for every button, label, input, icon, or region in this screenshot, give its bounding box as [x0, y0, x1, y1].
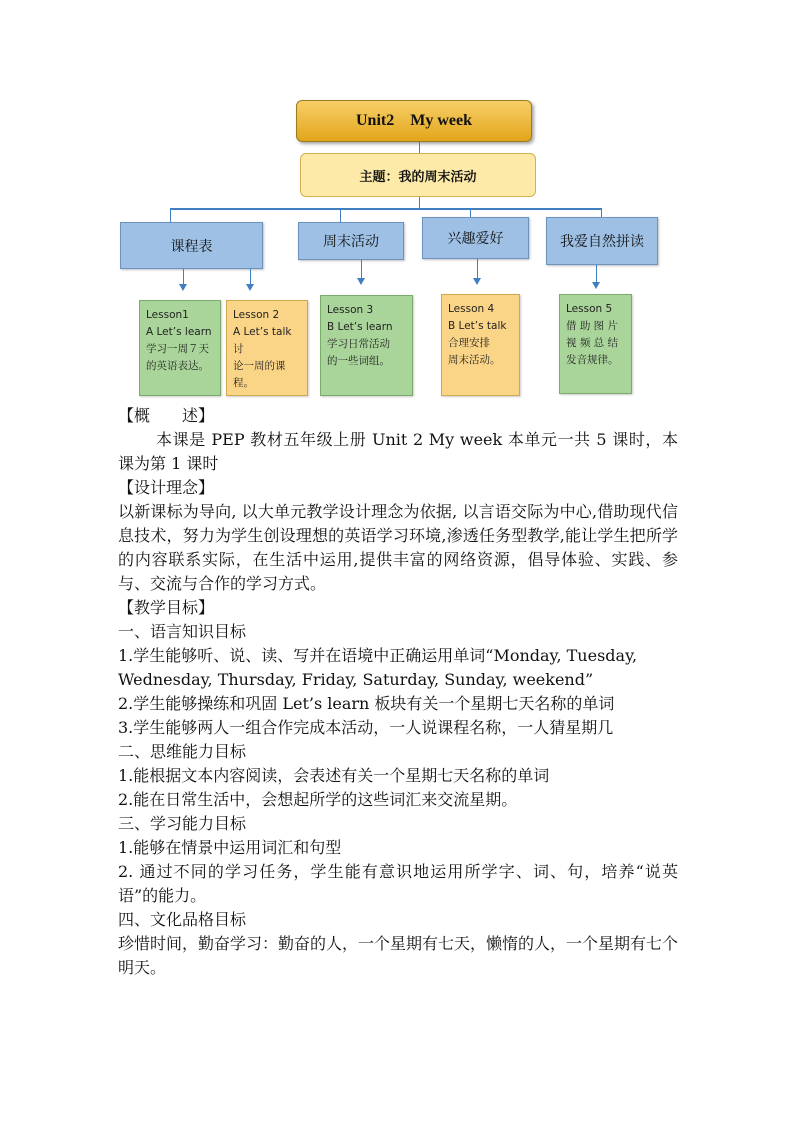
unit-title-box: [296, 100, 532, 142]
unit-title: Unit2 My week: [356, 112, 472, 129]
goal-item: 1.能够在情景中运用词汇和句型: [118, 838, 342, 857]
goal-item: 2.能在日常生活中，会想起所学的这些词汇来交流星期。: [118, 790, 518, 809]
lesson-2-box: [226, 300, 308, 396]
lesson-label: Lesson 5: [566, 303, 613, 315]
lesson-line: 合理安排: [448, 337, 490, 349]
lesson-line: A Let’s learn: [146, 326, 212, 338]
arrow-down-icon: [592, 282, 600, 289]
category-schedule: [120, 222, 263, 269]
goal-section-title: 二、思维能力目标: [118, 742, 247, 761]
category-label: 周末活动: [323, 234, 379, 250]
lesson-label: Lesson 3: [327, 304, 374, 316]
design-paragraph: 以新课标为导向, 以大单元教学设计理念为依据, 以言语交际为中心,借助现代信息技术，努力为学生创设理想的英语学习环境,渗透任务型教学,能让学生把所学的内容联系实际，在生活中运用,提供丰富的网络资源，倡导体验、实践、参与、交流与合作的学习方式。: [118, 502, 678, 593]
lesson-3-box: [320, 295, 413, 396]
heading-goals: 【教学目标】: [118, 598, 215, 617]
lesson-5-box: [559, 294, 632, 394]
arrow-down-icon: [246, 284, 254, 291]
category-label: 课程表: [170, 238, 213, 255]
lesson-label: Lesson1: [146, 309, 189, 321]
theme-text: 主题：我的周末活动: [359, 169, 477, 185]
heading-design: 【设计理念】: [118, 478, 215, 497]
lesson-line: 学习日常活动: [327, 338, 390, 350]
horizontal-connector: [170, 208, 602, 210]
overview-paragraph: 本课是 PEP 教材五年级上册 Unit 2 My week 本单元一共 5 课时，本课为第 1 课时: [118, 430, 678, 473]
goal-section-title: 四、文化品格目标: [118, 910, 247, 929]
unit-structure-diagram: [0, 0, 794, 405]
connector: [361, 260, 362, 279]
goal-section-title: 一、语言知识目标: [118, 622, 247, 641]
lesson-plan-text: [118, 404, 678, 980]
lesson-label: Lesson 2: [233, 309, 280, 321]
connector: [601, 208, 602, 217]
lesson-4-box: [441, 294, 520, 396]
lesson-line: 程。: [233, 377, 254, 389]
category-weekend: [298, 222, 404, 260]
goal-section-title: 三、学习能力目标: [118, 814, 247, 833]
goal-item: 1.能根据文本内容阅读，会表述有关一个星期七天名称的单词: [118, 766, 550, 785]
category-phonics: [546, 217, 658, 265]
lesson-line: B Let’s talk: [448, 320, 507, 332]
lesson-line: 学习一周７天: [146, 343, 209, 355]
connector: [596, 265, 597, 283]
connector: [250, 269, 251, 285]
category-hobbies: [422, 217, 529, 259]
lesson-line: 借 助 图 片: [566, 320, 619, 332]
lesson-line: A Let’s talk 讨: [233, 326, 292, 355]
connector: [419, 142, 420, 153]
goal-item: 1.学生能够听、说、读、写并在语境中正确运用单词“Monday, Tuesday, Wednesday, Thursday, Friday, Saturday, Sunday, weekend”: [118, 646, 638, 689]
category-label: 我爱自然拼读: [560, 234, 644, 250]
lesson-line: 发音规律。: [566, 354, 619, 366]
goal-item: 2. 通过不同的学习任务，学生能有意识地运用所学字、词、句，培养“说英语”的能力。: [118, 862, 678, 905]
arrow-down-icon: [179, 284, 187, 291]
lesson-label: Lesson 4: [448, 303, 495, 315]
connector: [183, 269, 184, 285]
lesson-line: 论一周的课: [233, 360, 286, 372]
lesson-line: 的英语表达。: [146, 360, 209, 372]
lesson-line: 视 频 总 结: [566, 337, 619, 349]
arrow-down-icon: [357, 278, 365, 285]
theme-box: [300, 153, 536, 197]
lesson-line: B Let’s learn: [327, 321, 393, 333]
goal-item: 3.学生能够两人一组合作完成本活动，一人说课程名称，一人猜星期几: [118, 718, 614, 737]
heading-overview: 【概 述】: [118, 406, 215, 425]
lesson-1-box: [139, 300, 221, 396]
connector: [170, 208, 171, 222]
connector: [340, 208, 341, 222]
connector: [470, 208, 471, 217]
lesson-line: 的一些词组。: [327, 355, 390, 367]
goal-item: 2.学生能够操练和巩固 Let’s learn 板块有关一个星期七天名称的单词: [118, 694, 615, 713]
connector: [477, 259, 478, 279]
arrow-down-icon: [473, 278, 481, 285]
category-label: 兴趣爱好: [447, 231, 504, 247]
goal-item: 珍惜时间，勤奋学习：勤奋的人，一个星期有七天，懒惰的人，一个星期有七个明天。: [118, 934, 679, 977]
lesson-line: 周末活动。: [448, 354, 501, 366]
